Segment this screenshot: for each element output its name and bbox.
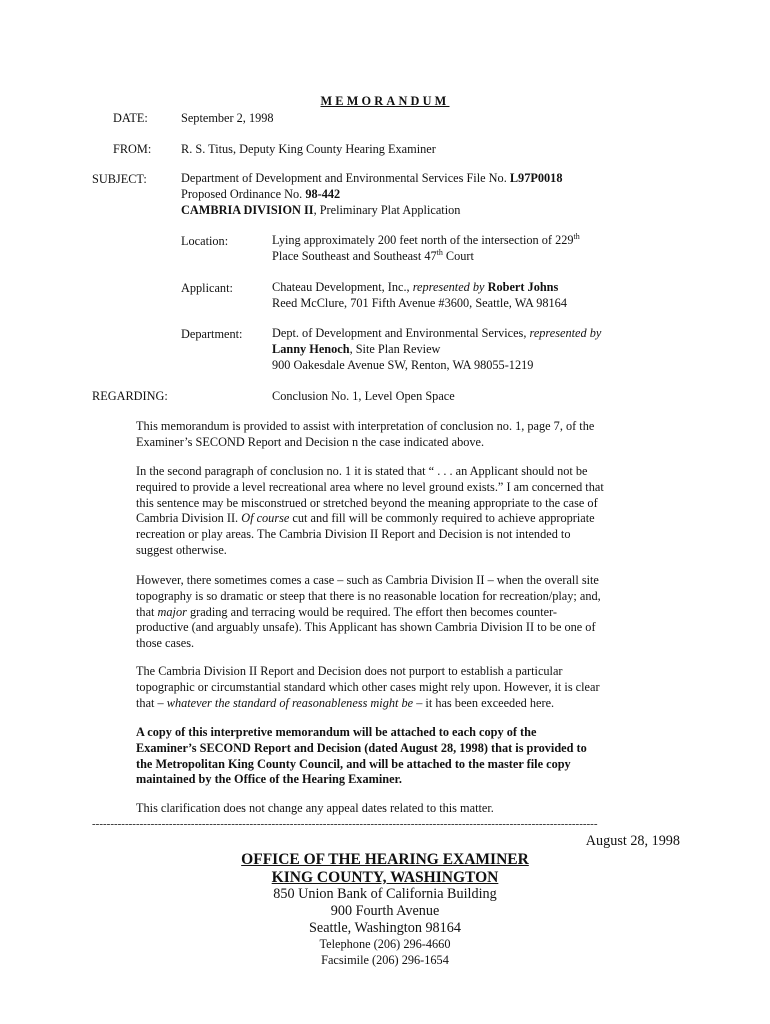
- paragraph-3-line: productive (and arguably unsafe). This Applicant has shown Cambria Division II to be one of: [136, 620, 596, 635]
- paragraph-4-line: The Cambria Division II Report and Decision does not purport to establish a particular: [136, 664, 563, 678]
- location-label: Location:: [181, 234, 229, 248]
- paragraph-1-line: Examiner’s SECOND Report and Decision n the case indicated above.: [136, 434, 485, 449]
- applicant-label: Applicant:: [181, 281, 233, 295]
- date-value: September 2, 1998: [181, 111, 274, 125]
- department-rep-role: , Site Plan Review: [349, 341, 441, 356]
- subject-project-name: CAMBRIA DIVISION II: [181, 202, 314, 217]
- subject-ordinance-text: Proposed Ordinance No.: [181, 186, 306, 201]
- paragraph-5: [136, 725, 616, 788]
- footer-building: 850 Union Bank of California Building: [273, 886, 497, 902]
- location-line-2: [272, 249, 580, 265]
- p2-emphasis: Of course: [241, 511, 290, 526]
- paragraph-3-line: [136, 605, 616, 621]
- subject-label: SUBJECT:: [92, 172, 147, 186]
- footer-date: August 28, 1998: [585, 833, 680, 849]
- paragraph-1: [136, 419, 616, 451]
- footer-street: 900 Fourth Avenue: [330, 903, 440, 919]
- footer-telephone: Telephone (206) 296-4660: [319, 937, 451, 951]
- paragraph-4-line: topographic or circumstantial standard which other cases might rely upon. However, it is clear: [136, 679, 600, 694]
- paragraph-2-line: In the second paragraph of conclusion no. 1 it is stated that “ . . . an Applicant should not be: [136, 464, 588, 478]
- paragraph-4: [136, 664, 616, 711]
- department-name: Dept. of Development and Environmental Services,: [272, 326, 530, 340]
- paragraph-6-line: This clarification does not change any appeal dates related to this matter.: [136, 801, 494, 815]
- p3-text-b: grading and terracing would be required. The effort then becomes counter-: [186, 604, 558, 619]
- regarding-label: REGARDING:: [92, 389, 168, 403]
- footer-city: Seattle, Washington 98164: [309, 920, 461, 936]
- subject-ordinance-number: 98-442: [305, 186, 341, 201]
- paragraph-5-line: A copy of this interpretive memorandum will be attached to each copy of the: [136, 725, 537, 739]
- dashed-divider: ------------------------------------------------------------------------------------------------------------------------------------------: [92, 818, 598, 830]
- paragraph-3-line: those cases.: [136, 636, 195, 651]
- p4-text-a: that –: [136, 695, 167, 710]
- department-represented: represented by: [529, 326, 602, 340]
- p4-emphasis: whatever the standard of reasonableness might be: [166, 695, 414, 710]
- subject-line-1: [181, 171, 562, 187]
- paragraph-2-line: recreation or play areas. The Cambria Division II Report and Decision is not intended to: [136, 527, 571, 542]
- department-line-3: 900 Oakesdale Avenue SW, Renton, WA 98055-1219: [272, 357, 534, 372]
- location-block: [272, 233, 580, 265]
- paragraph-1-line: This memorandum is provided to assist with interpretation of conclusion no. 1, page 7, of the: [136, 419, 595, 433]
- from-label: FROM:: [113, 142, 152, 156]
- paragraph-3-line: topography is so dramatic or steep that there is no reasonable location for recreation/play; and,: [136, 588, 601, 603]
- subject-project-type: , Preliminary Plat Application: [313, 202, 461, 217]
- applicant-represented: represented by: [412, 280, 485, 294]
- subject-file-number: L97P0018: [509, 171, 563, 185]
- location-sup-2: th: [436, 247, 443, 257]
- footer-office: OFFICE OF THE HEARING EXAMINER: [241, 851, 529, 868]
- p2-text-b: cut and fill will be commonly required to achieve appropriate: [289, 511, 595, 526]
- paragraph-5-line: maintained by the Office of the Hearing Examiner.: [136, 772, 402, 787]
- paragraph-6: [136, 801, 616, 817]
- applicant-block: [272, 280, 567, 312]
- subject-block: [181, 171, 562, 218]
- footer-county: KING COUNTY, WASHINGTON: [271, 869, 499, 886]
- p4-text-b: – it has been exceeded here.: [413, 695, 555, 710]
- applicant-line-1: [272, 280, 567, 296]
- department-block: [272, 326, 601, 373]
- date-label: DATE:: [113, 111, 148, 125]
- regarding-value: Conclusion No. 1, Level Open Space: [272, 389, 455, 403]
- from-value: R. S. Titus, Deputy King County Hearing Examiner: [181, 142, 436, 156]
- location-text-1: Lying approximately 200 feet north of the intersection of 229: [272, 233, 574, 247]
- location-sup-1: th: [573, 231, 580, 241]
- location-text-2: Place Southeast and Southeast 47: [272, 248, 437, 263]
- paragraph-4-line: [136, 696, 616, 712]
- paragraph-2-line: this sentence may be misconstrued or stretched beyond the meaning appropriate to the case of: [136, 495, 598, 510]
- paragraph-5-line: Examiner’s SECOND Report and Decision (dated August 28, 1998) that is provided to: [136, 740, 587, 755]
- paragraph-2-line: required to provide a level recreational area where no level ground exists.” I am concerned that: [136, 479, 604, 494]
- subject-line-2: [181, 187, 562, 203]
- paragraph-2-line: suggest otherwise.: [136, 542, 227, 557]
- applicant-rep-name: Robert Johns: [484, 280, 559, 294]
- p2-text-a: Cambria Division II.: [136, 511, 242, 526]
- location-line-1: [272, 233, 580, 249]
- department-line-2: [272, 342, 601, 358]
- applicant-company: Chateau Development, Inc.,: [272, 280, 413, 294]
- department-rep-name: Lanny Henoch: [272, 341, 350, 356]
- paragraph-3-line: However, there sometimes comes a case – such as Cambria Division II – when the overall site: [136, 573, 599, 587]
- department-line-1: [272, 326, 601, 342]
- footer-facsimile: Facsimile (206) 296-1654: [321, 953, 449, 967]
- subject-line-3: [181, 203, 562, 219]
- paragraph-5-line: the Metropolitan King County Council, and will be attached to the master file copy: [136, 756, 571, 771]
- location-text-3: Court: [442, 248, 474, 263]
- applicant-line-2: Reed McClure, 701 Fifth Avenue #3600, Seattle, WA 98164: [272, 295, 567, 310]
- paragraph-2: [136, 464, 616, 559]
- p3-text-a: that: [136, 604, 158, 619]
- paragraph-2-line: [136, 511, 616, 527]
- p3-emphasis: major: [157, 604, 187, 619]
- memo-title: MEMORANDUM: [320, 94, 450, 108]
- paragraph-3: [136, 573, 616, 652]
- subject-file-text: Department of Development and Environmental Services File No.: [181, 171, 510, 185]
- department-label: Department:: [181, 327, 243, 341]
